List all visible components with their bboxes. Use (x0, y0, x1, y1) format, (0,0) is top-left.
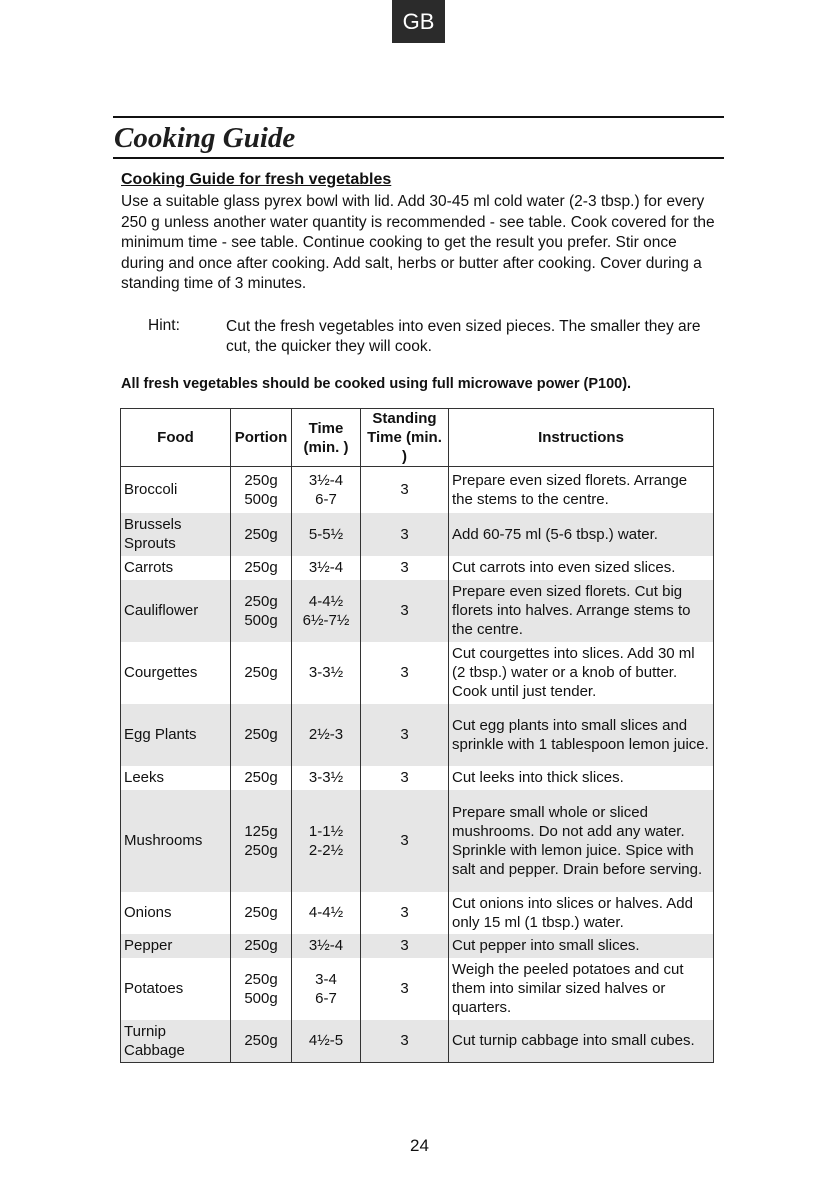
portion-value: 250g (244, 471, 278, 489)
portion-cell (231, 642, 292, 704)
table-row (121, 513, 714, 556)
title-top-rule (113, 116, 724, 118)
food-cell: Cauliflower (121, 580, 231, 642)
portion-value: 250g (244, 970, 278, 988)
intro-paragraph: Use a suitable glass pyrex bowl with lid. Add 30-45 ml cold water (2-3 tbsp.) for every 250 g unless another water quantity is recommended - see table. Cook covered for the minimum time - see table. Continue cooking to get the result you prefer. Stir once during and once after cooking. Add salt, herbs or butter after cooking. Cover during a standing time of 3 minutes. (121, 193, 715, 292)
food-cell: Mushrooms (121, 790, 231, 892)
portion-value: 500g (244, 490, 278, 508)
portion-cell (231, 556, 292, 580)
portion-value: 250g (244, 559, 278, 576)
time-cell (292, 766, 361, 790)
portion-value: 250g (244, 1032, 278, 1050)
time-value: 6½-7½ (302, 611, 350, 629)
portion-cell (231, 467, 292, 513)
instructions-cell: Add 60-75 ml (5-6 tbsp.) water. (449, 513, 714, 556)
portion-value: 250g (244, 769, 278, 786)
header-standing (361, 409, 449, 467)
standing-cell: 3 (361, 642, 449, 704)
instructions-cell: Cut onions into slices or halves. Add only 15 ml (1 tbsp.) water. (449, 892, 714, 934)
header-standing-line1: Standing (372, 410, 437, 427)
time-value: 4-4½ (308, 904, 344, 921)
instructions-cell: Cut carrots into even sized slices. (449, 556, 714, 580)
portion-cell (231, 704, 292, 766)
standing-cell: 3 (361, 1020, 449, 1063)
food-cell: Pepper (121, 934, 231, 958)
header-time-line2: (min. ) (303, 438, 349, 456)
portion-value: 250g (244, 592, 278, 610)
standing-cell: 3 (361, 790, 449, 892)
table-row (121, 580, 714, 642)
food-cell: Onions (121, 892, 231, 934)
time-cell (292, 704, 361, 766)
page-title: Cooking Guide (114, 122, 296, 154)
time-value: 3-3½ (308, 769, 344, 786)
portion-value: 500g (244, 611, 278, 629)
header-time-line1: Time (308, 419, 344, 437)
portion-cell (231, 934, 292, 958)
food-cell: Carrots (121, 556, 231, 580)
standing-cell: 3 (361, 958, 449, 1020)
instructions-cell: Cut leeks into thick slices. (449, 766, 714, 790)
portion-value: 250g (244, 664, 278, 681)
standing-cell: 3 (361, 513, 449, 556)
portion-value: 500g (244, 989, 278, 1007)
portion-value: 250g (244, 525, 278, 543)
portion-value: 250g (244, 937, 278, 954)
portion-cell (231, 958, 292, 1020)
food-cell: Turnip Cabbage (121, 1020, 231, 1063)
food-cell: Leeks (121, 766, 231, 790)
portion-cell (231, 513, 292, 556)
standing-cell: 3 (361, 892, 449, 934)
instructions-cell: Cut egg plants into small slices and sprinkle with 1 tablespoon lemon juice. (449, 704, 714, 766)
page-number: 24 (410, 1136, 429, 1155)
hint-text: Cut the fresh vegetables into even sized pieces. The smaller they are cut, the quicker they will cook. (226, 318, 701, 355)
portion-value: 250g (244, 841, 278, 859)
food-cell: Egg Plants (121, 704, 231, 766)
vegetable-table (120, 408, 714, 1063)
header-time (292, 409, 361, 467)
header-portion: Portion (231, 409, 292, 467)
language-tab: GB (392, 0, 445, 43)
time-cell (292, 892, 361, 934)
table-row (121, 892, 714, 934)
time-value: 5-5½ (308, 525, 344, 543)
table-row (121, 790, 714, 892)
food-cell: Potatoes (121, 958, 231, 1020)
food-cell: Brussels Sprouts (121, 513, 231, 556)
standing-cell: 3 (361, 766, 449, 790)
time-value: 1-1½ (308, 822, 344, 840)
time-value: 3½-4 (308, 937, 344, 954)
header-standing-line2: Time (min. ) (367, 429, 442, 465)
header-instructions: Instructions (449, 409, 714, 467)
time-value: 4½-5 (308, 1032, 344, 1050)
portion-value: 125g (244, 822, 278, 840)
instructions-cell: Cut pepper into small slices. (449, 934, 714, 958)
portion-value: 250g (244, 904, 278, 921)
time-value: 6-7 (315, 490, 337, 508)
table-row (121, 556, 714, 580)
food-cell: Broccoli (121, 467, 231, 513)
instructions-cell: Cut turnip cabbage into small cubes. (449, 1020, 714, 1063)
time-value: 6-7 (315, 989, 337, 1007)
time-value: 2½-3 (308, 726, 344, 743)
portion-cell (231, 892, 292, 934)
time-cell (292, 556, 361, 580)
portion-cell (231, 1020, 292, 1063)
table-row (121, 766, 714, 790)
time-value: 4-4½ (308, 592, 344, 610)
table-header-row (121, 409, 714, 467)
time-cell (292, 1020, 361, 1063)
header-food: Food (121, 409, 231, 467)
time-value: 2-2½ (308, 841, 344, 859)
standing-cell: 3 (361, 704, 449, 766)
instructions-cell: Prepare small whole or sliced mushrooms. Do not add any water. Sprinkle with lemon juice. Spice with salt and pepper. Drain before serving. (449, 790, 714, 892)
food-cell: Courgettes (121, 642, 231, 704)
standing-cell: 3 (361, 580, 449, 642)
time-cell (292, 642, 361, 704)
table-row (121, 934, 714, 958)
time-value: 3-3½ (308, 664, 344, 681)
title-bottom-rule (113, 157, 724, 159)
standing-cell: 3 (361, 467, 449, 513)
table-row (121, 958, 714, 1020)
instructions-cell: Cut courgettes into slices. Add 30 ml (2 tbsp.) water or a knob of butter. Cook until just tender. (449, 642, 714, 704)
time-cell (292, 513, 361, 556)
section-heading: Cooking Guide for fresh vegetables (121, 171, 392, 188)
power-note: All fresh vegetables should be cooked using full microwave power (P100). (121, 376, 632, 392)
standing-cell: 3 (361, 556, 449, 580)
time-cell (292, 580, 361, 642)
portion-cell (231, 766, 292, 790)
time-cell (292, 958, 361, 1020)
time-value: 3-4 (315, 970, 337, 988)
time-cell (292, 467, 361, 513)
portion-cell (231, 790, 292, 892)
table-row (121, 1020, 714, 1063)
standing-cell: 3 (361, 934, 449, 958)
portion-cell (231, 580, 292, 642)
instructions-cell: Weigh the peeled potatoes and cut them into similar sized halves or quarters. (449, 958, 714, 1020)
time-cell (292, 790, 361, 892)
time-value: 3½-4 (308, 559, 344, 576)
hint-label: Hint: (148, 317, 180, 334)
table-row (121, 642, 714, 704)
instructions-cell: Prepare even sized florets. Cut big florets into halves. Arrange stems to the centre. (449, 580, 714, 642)
table-row (121, 704, 714, 766)
portion-value: 250g (244, 726, 278, 743)
time-value: 3½-4 (308, 471, 344, 489)
table-row (121, 467, 714, 513)
time-cell (292, 934, 361, 958)
instructions-cell: Prepare even sized florets. Arrange the stems to the centre. (449, 467, 714, 513)
